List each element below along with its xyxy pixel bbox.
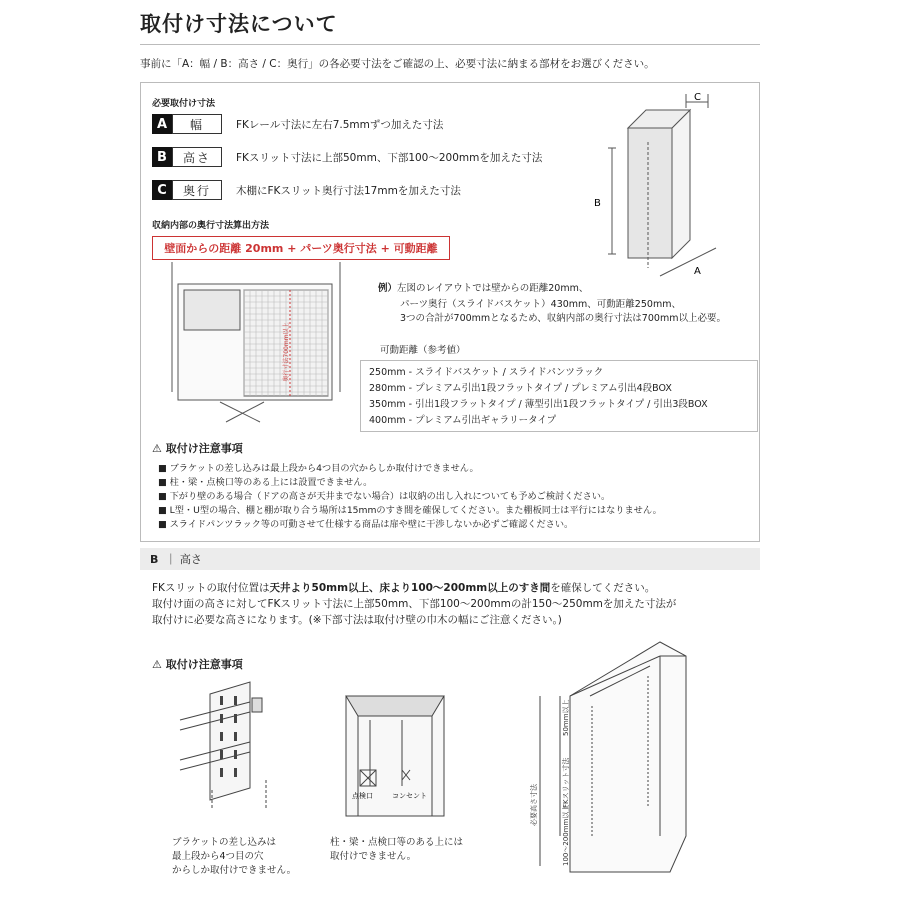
cap-line: ブラケットの差し込みは xyxy=(172,837,277,848)
height-diagram xyxy=(520,636,700,886)
movable-item: 350mm - 引出1段フラットタイプ / 薄型引出1段フラットタイプ / 引出3段BOX xyxy=(369,399,708,410)
page-title: 取付け寸法について xyxy=(140,12,338,36)
slot-hole xyxy=(234,696,237,705)
slot-hole xyxy=(220,714,223,723)
caption-obstacle xyxy=(330,836,463,864)
obstacle-illustration xyxy=(340,690,450,820)
required-height-label: 必要高さ寸法 xyxy=(530,784,538,826)
row-c xyxy=(152,180,461,200)
slot-hole xyxy=(220,768,223,777)
bottom-gap-label: 100〜200mm以上 xyxy=(562,804,570,866)
cautions-label: 取付け注意事項 xyxy=(165,442,243,455)
row-b xyxy=(152,147,542,167)
movable-item: 250mm - スライドバスケット / スライドパンツラック xyxy=(369,367,604,378)
intro-text: 事前に「A：幅 / B：高さ / C：奥行」の各必要寸法をご確認の上、必要寸法に納まる部材をお選びください。 xyxy=(140,58,655,70)
section-sep: ｜ xyxy=(158,553,180,566)
caution-item xyxy=(158,516,573,530)
depth-formula: 壁面からの距離 20mm + パーツ奥行寸法 + 可動距離 xyxy=(152,236,450,260)
cap-line: 最上段から4つ目の穴 xyxy=(172,851,264,862)
plan-depth-label: 奥行寸法700mm以上 xyxy=(283,322,290,382)
warning-icon: ⚠ xyxy=(152,442,166,455)
plan-diagram xyxy=(160,262,350,427)
bullet-icon: ■ xyxy=(158,505,170,516)
line1-bold: 天井より50mm以上、床より100〜200mm以上のすき間 xyxy=(269,582,551,594)
dimension-diagram xyxy=(590,88,740,288)
row-name: 高さ xyxy=(172,147,222,167)
caution-text: 柱・梁・点検口等のある上には設置できません。 xyxy=(169,477,373,488)
bracket-illustration xyxy=(170,680,290,820)
slot-hole xyxy=(220,696,223,705)
example-head: 例） xyxy=(378,283,398,294)
line1-pre: FKスリットの取付位置は xyxy=(152,582,270,594)
caution-text: スライドパンツラック等の可動させて仕様する商品は扉や壁に干渉しないか必ずご確認ください。 xyxy=(169,519,574,530)
caution-item xyxy=(158,460,479,474)
example-line-1 xyxy=(378,280,588,294)
inspect-label: 点検口 xyxy=(352,792,373,800)
warning-icon: ⚠ xyxy=(152,658,166,671)
bullet-icon: ■ xyxy=(158,477,170,488)
caution-item xyxy=(158,488,610,502)
cap-line: 取付けできません。 xyxy=(330,851,417,862)
slot-hole xyxy=(220,732,223,741)
row-letter: A xyxy=(152,114,172,134)
row-letter: C xyxy=(152,180,172,200)
bottom-cautions-label: 取付け注意事項 xyxy=(165,658,243,671)
movable-label: 可動距離（参考値） xyxy=(380,345,466,356)
line1-post: を確保してください。 xyxy=(550,582,656,594)
slot-hole xyxy=(234,732,237,741)
section-letter: B xyxy=(150,552,159,566)
example-line-3: 3つの合計が700mmとなるため、収納内部の奥行寸法は700mm以上必要。 xyxy=(400,313,726,324)
slot-hole xyxy=(234,714,237,723)
bottom-cautions-heading xyxy=(152,656,243,672)
cap-line: からしか取付けできません。 xyxy=(172,865,297,876)
slot-hole xyxy=(220,750,223,759)
row-a xyxy=(152,114,443,134)
row-desc: FKスリット寸法に上部50mm、下部100〜200mmを加えた寸法 xyxy=(236,151,543,164)
label-c: C xyxy=(694,92,701,103)
depth-calc-label: 収納内部の奥行寸法算出方法 xyxy=(152,221,270,231)
caution-text: ブラケットの差し込みは最上段から4つ目の穴からしか取付けできません。 xyxy=(169,463,479,474)
caution-text: 下がり壁のある場合（ドアの高さが天井までない場合）は収納の出し入れについても予めご検討ください。 xyxy=(169,491,611,502)
label-b: B xyxy=(594,198,601,209)
movable-item: 400mm - プレミアム引出ギャラリータイプ xyxy=(369,415,557,426)
example-line-2: パーツ奥行（スライドバスケット）430mm、可動距離250mm、 xyxy=(400,299,681,310)
caution-text: L型・U型の場合、棚と棚が取り合う場所は15mmのすき間を確保してください。また棚板同士は平行にはなりません。 xyxy=(169,505,662,516)
movable-item: 280mm - プレミアム引出1段フラットタイプ / プレミアム引出4段BOX xyxy=(369,383,672,394)
cautions-heading xyxy=(152,440,243,456)
slot-hole xyxy=(234,768,237,777)
row-name: 幅 xyxy=(172,114,222,134)
bullet-icon: ■ xyxy=(158,519,170,530)
top-gap-label: 50mm以上 xyxy=(562,699,570,736)
caution-item xyxy=(158,502,662,516)
slot-hole xyxy=(234,750,237,759)
caption-bracket xyxy=(172,836,296,878)
bullet-icon: ■ xyxy=(158,491,170,502)
row-desc: 木棚にFKスリット奥行寸法17mmを加えた寸法 xyxy=(236,184,461,197)
row-letter: B xyxy=(152,147,172,167)
row-desc: FKレール寸法に左右7.5mmずつ加えた寸法 xyxy=(236,118,444,131)
section-b-line-2: 取付け面の高さに対してFKスリット寸法に上部50mm、下部100〜200mmの計150〜250mmを加えた寸法が xyxy=(152,598,677,610)
bullet-icon: ■ xyxy=(158,463,170,474)
movable-list xyxy=(360,360,758,432)
section-b-bar xyxy=(140,548,760,570)
outlet-label: コンセント xyxy=(392,792,427,800)
section-b-line-3: 取付けに必要な高さになります。(※下部寸法は取付け壁の巾木の幅にご注意ください。) xyxy=(152,614,562,626)
section-name: 高さ xyxy=(179,553,202,566)
label-a: A xyxy=(694,266,701,277)
slit-label: FKスリット寸法 xyxy=(562,757,570,808)
section-b-line-1 xyxy=(152,580,655,595)
example-text: 左図のレイアウトでは壁からの距離20mm、 xyxy=(397,283,589,294)
required-dimensions-label: 必要取付け寸法 xyxy=(152,99,216,109)
row-name: 奥行 xyxy=(172,180,222,200)
title-divider xyxy=(140,44,760,45)
caution-item xyxy=(158,474,372,488)
cap-line: 柱・梁・点検口等のある上には xyxy=(330,837,464,848)
